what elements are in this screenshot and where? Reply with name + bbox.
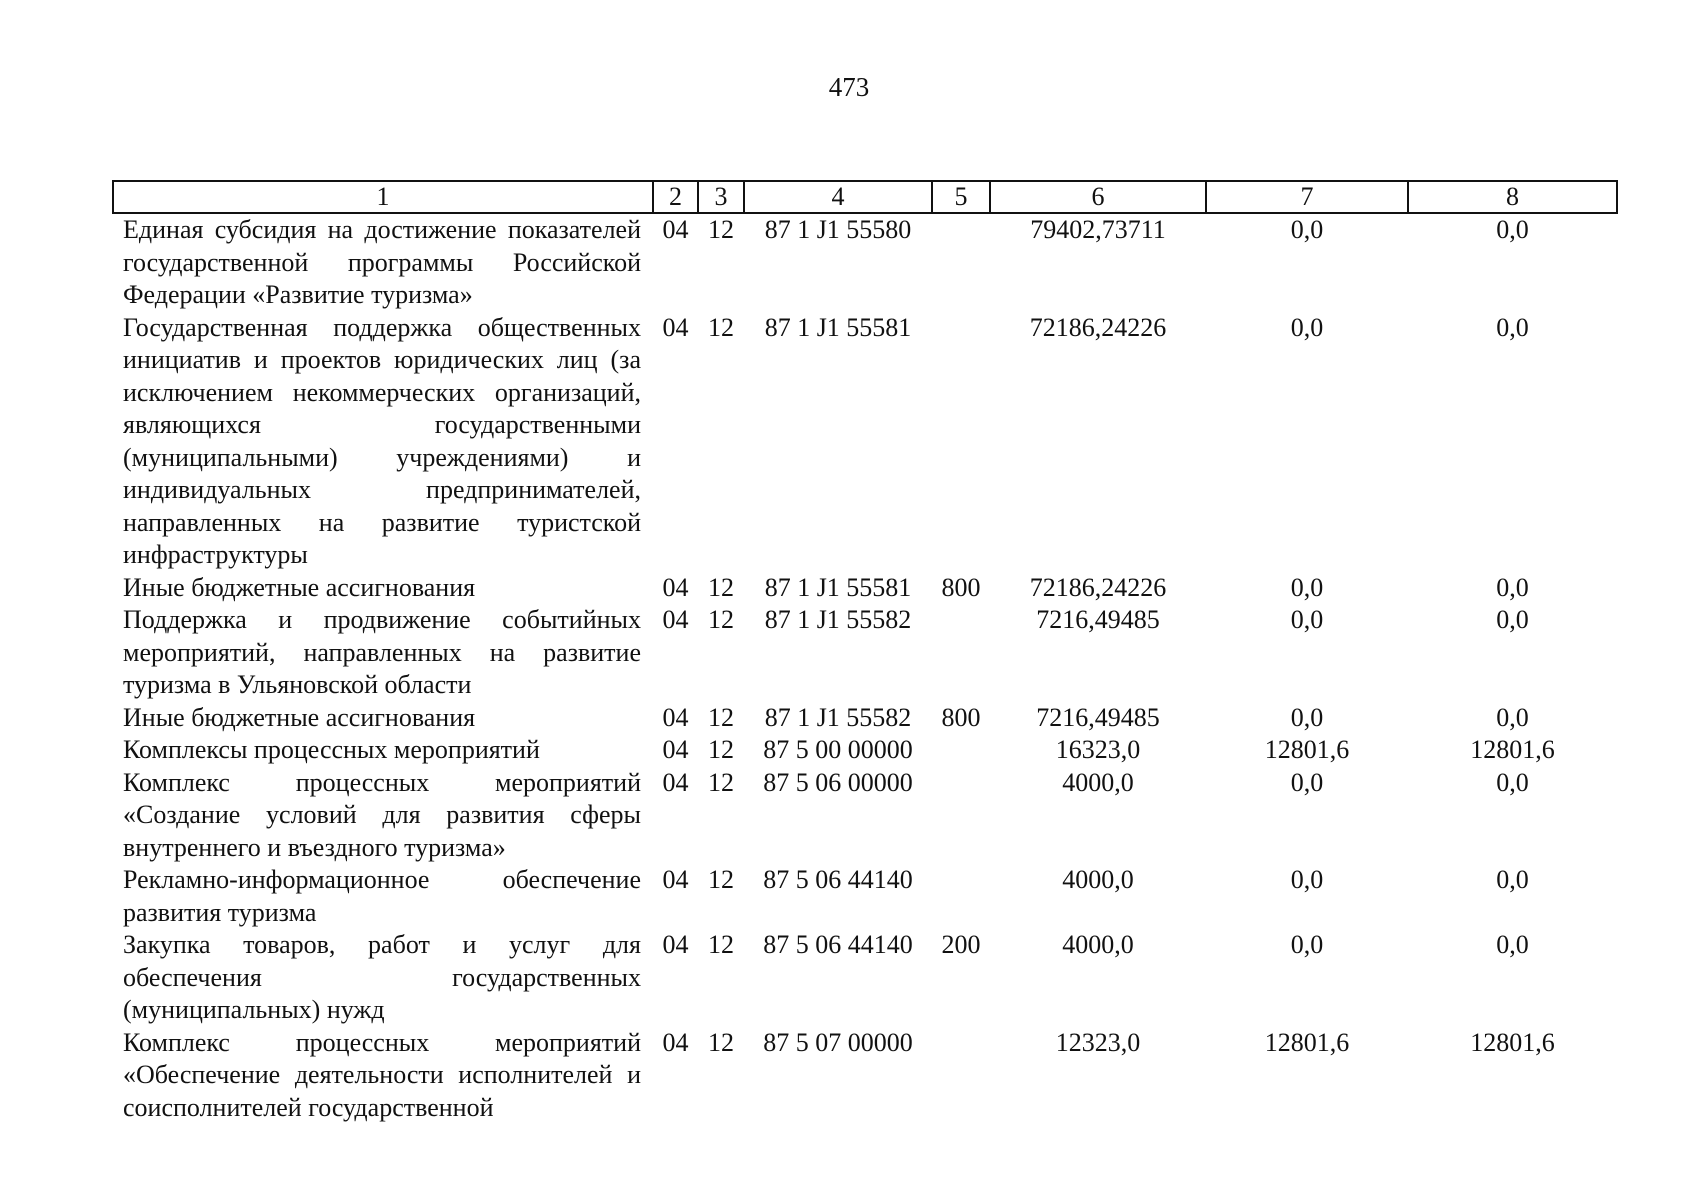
- column-header: 1: [113, 181, 653, 213]
- row-expense-type: [932, 213, 990, 312]
- row-value-7: 12801,6: [1264, 735, 1350, 764]
- row-value-6: 4000,0: [1062, 930, 1134, 959]
- row-value-6: 16323,0: [1055, 735, 1141, 764]
- row-value-8: 0,0: [1496, 572, 1529, 602]
- row-value-8: 0,0: [1496, 702, 1529, 732]
- row-value-7: 0,0: [1290, 930, 1324, 959]
- table-row: [113, 604, 1617, 702]
- row-expense-type: [932, 312, 990, 572]
- column-header: 6: [990, 181, 1206, 213]
- row-subsection: 12: [708, 702, 734, 732]
- row-section: 04: [662, 215, 689, 244]
- budget-table: [112, 180, 1618, 1124]
- row-subsection: 12: [708, 1027, 734, 1057]
- row-target-article: 87 5 00 00000: [763, 735, 913, 764]
- row-expense-type: [932, 767, 990, 865]
- row-target-article: 87 1 J1 55582: [764, 605, 912, 634]
- row-value-6: 79402,73711: [1030, 215, 1166, 244]
- row-target-article: 87 5 06 44140: [763, 865, 913, 894]
- row-value-6: 12323,0: [1055, 1027, 1141, 1057]
- row-value-8: 12801,6: [1470, 735, 1555, 764]
- row-name: Единая субсидия на достижение показателей государственной программы Российской Федерации «Развитие туризма»: [123, 215, 641, 309]
- table-row: [113, 864, 1617, 929]
- column-header: 7: [1206, 181, 1408, 213]
- row-value-6: 7216,49485: [1036, 605, 1160, 634]
- row-target-article: 87 1 J1 55581: [764, 572, 912, 602]
- row-subsection: 12: [708, 930, 734, 959]
- row-name: Комплекс процессных мероприятий «Создание условий для развития сферы внутреннего и въездного туризма»: [123, 767, 641, 862]
- row-name: Государственная поддержка общественных инициатив и проектов юридических лиц (за исключением некоммерческих организаций, являющихся государственными (муниципальными) учреждениями) и индивидуальных предпринимателей, направленных на развитие туристской инфраструктуры: [123, 312, 641, 569]
- row-value-7: 0,0: [1290, 702, 1324, 732]
- table-row: [113, 767, 1617, 865]
- row-value-8: 0,0: [1496, 767, 1529, 797]
- row-subsection: 12: [708, 735, 734, 764]
- table-row: [113, 929, 1617, 1027]
- page-number: 473: [828, 72, 870, 102]
- table-row: [113, 312, 1617, 572]
- row-value-7: 0,0: [1290, 767, 1324, 797]
- row-target-article: 87 5 06 00000: [763, 767, 913, 797]
- row-value-8: 0,0: [1496, 930, 1529, 959]
- table-row: [113, 1027, 1617, 1125]
- row-value-8: 0,0: [1496, 215, 1529, 244]
- row-section: 04: [662, 865, 689, 894]
- row-section: 04: [662, 605, 689, 634]
- row-value-7: 0,0: [1290, 215, 1324, 244]
- column-header: 2: [653, 181, 698, 213]
- row-target-article: 87 1 J1 55580: [764, 215, 912, 244]
- row-section: 04: [662, 767, 689, 797]
- row-value-7: 12801,6: [1264, 1027, 1350, 1057]
- row-subsection: 12: [708, 865, 734, 894]
- row-value-8: 0,0: [1496, 865, 1529, 894]
- row-value-6: 4000,0: [1062, 865, 1134, 894]
- row-expense-type: [932, 1027, 990, 1125]
- row-expense-type: [932, 604, 990, 702]
- row-value-7: 0,0: [1290, 312, 1324, 342]
- row-name: Иные бюджетные ассигнования: [123, 702, 476, 732]
- row-name: Комплексы процессных мероприятий: [123, 735, 540, 764]
- row-subsection: 12: [708, 312, 734, 342]
- column-header: 5: [932, 181, 990, 213]
- row-value-8: 0,0: [1496, 605, 1529, 634]
- row-target-article: 87 1 J1 55582: [764, 702, 912, 732]
- row-name: Закупка товаров, работ и услуг для обеспечения государственных (муниципальных) нужд: [123, 930, 641, 1024]
- row-expense-type: 800: [941, 572, 981, 602]
- row-expense-type: [932, 864, 990, 929]
- row-expense-type: 200: [941, 930, 981, 959]
- row-name: Иные бюджетные ассигнования: [123, 572, 476, 602]
- row-value-8: 12801,6: [1470, 1027, 1555, 1057]
- row-value-6: 7216,49485: [1036, 702, 1160, 732]
- row-section: 04: [662, 930, 689, 959]
- table-row: [113, 702, 1617, 735]
- row-expense-type: 800: [941, 702, 981, 732]
- row-subsection: 12: [708, 605, 734, 634]
- row-value-6: 72186,24226: [1029, 572, 1167, 602]
- row-section: 04: [662, 735, 689, 764]
- row-value-6: 72186,24226: [1029, 312, 1167, 342]
- row-value-7: 0,0: [1290, 605, 1324, 634]
- table-row: [113, 213, 1617, 312]
- column-header: 3: [698, 181, 744, 213]
- row-expense-type: [932, 734, 990, 767]
- row-subsection: 12: [708, 767, 734, 797]
- header-row: [113, 181, 1617, 213]
- row-section: 04: [662, 702, 689, 732]
- row-section: 04: [662, 572, 689, 602]
- row-subsection: 12: [708, 572, 734, 602]
- row-value-7: 0,0: [1290, 572, 1324, 602]
- row-value-6: 4000,0: [1062, 767, 1134, 797]
- table-row: [113, 734, 1617, 767]
- row-target-article: 87 5 06 44140: [763, 930, 913, 959]
- column-header: 4: [744, 181, 932, 213]
- row-value-7: 0,0: [1290, 865, 1324, 894]
- row-name: Поддержка и продвижение событийных мероприятий, направленных на развитие туризма в Ульяновской области: [123, 605, 641, 699]
- row-target-article: 87 5 07 00000: [763, 1027, 913, 1057]
- row-value-8: 0,0: [1496, 312, 1529, 342]
- column-header: 8: [1408, 181, 1617, 213]
- row-subsection: 12: [708, 215, 734, 244]
- row-section: 04: [662, 1027, 689, 1057]
- table-row: [113, 572, 1617, 605]
- row-target-article: 87 1 J1 55581: [764, 312, 912, 342]
- row-name: Комплекс процессных мероприятий «Обеспечение деятельности исполнителей и соисполнителей государственной: [123, 1027, 641, 1122]
- row-name: Рекламно-информационное обеспечение развития туризма: [123, 865, 641, 927]
- row-section: 04: [662, 312, 689, 342]
